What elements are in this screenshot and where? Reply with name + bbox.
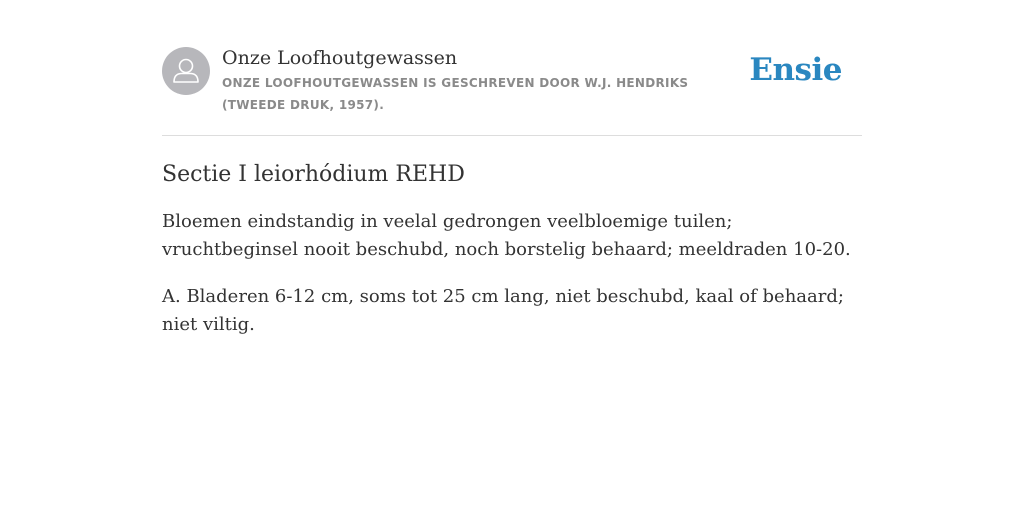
book-header — [162, 44, 862, 136]
article-paragraph: Bloemen eindstandig in veelal gedrongen veelbloemige tuilen; vruchtbeginsel nooit beschubd, noch borstelig behaard; meeldraden 10-20. — [162, 211, 851, 260]
book-subtitle: ONZE LOOFHOUTGEWASSEN IS GESCHREVEN DOOR W.J. HENDRIKS (TWEEDE DRUK, 1957). — [222, 76, 689, 112]
book-title[interactable]: Onze Loofhoutgewassen — [222, 47, 458, 69]
article-title: Sectie I leiorhódium REHD — [162, 162, 465, 187]
ensie-logo[interactable]: Ensie — [749, 52, 842, 88]
user-icon — [162, 47, 210, 95]
article-paragraph: A. Bladeren 6-12 cm, soms tot 25 cm lang, niet beschubd, kaal of behaard; niet viltig. — [162, 286, 844, 335]
article-content — [162, 158, 862, 339]
avatar — [162, 47, 210, 95]
